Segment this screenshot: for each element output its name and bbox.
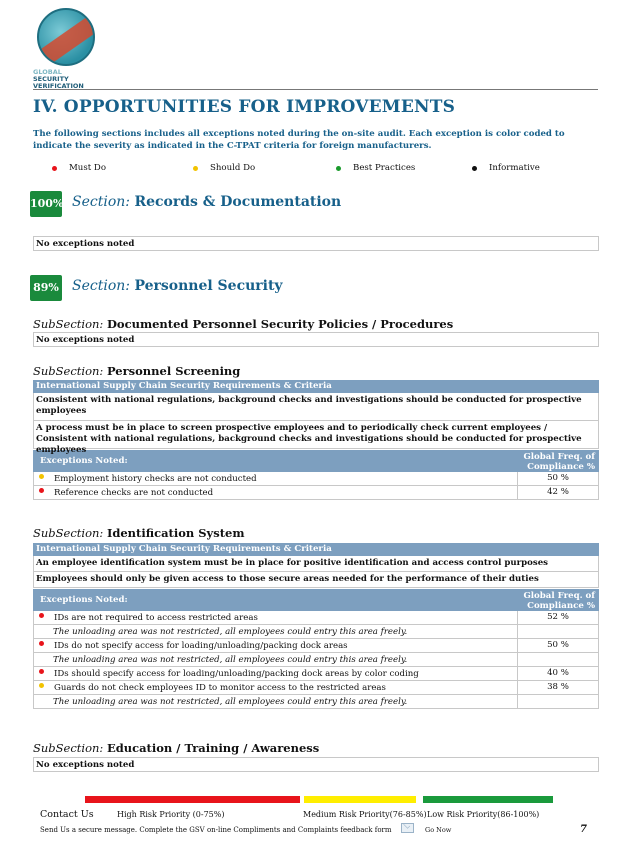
legend-item-informative bbox=[472, 163, 540, 173]
compliance-value: 42 % bbox=[547, 487, 569, 497]
legend-item-best-practices bbox=[336, 163, 415, 173]
no-exceptions-box: No exceptions noted bbox=[33, 757, 599, 772]
high-risk-bar bbox=[85, 796, 300, 803]
subsection-title bbox=[33, 317, 453, 331]
compliance-value: 40 % bbox=[547, 668, 569, 678]
no-exceptions-box: No exceptions noted bbox=[33, 332, 599, 347]
globe-logo-icon bbox=[37, 8, 95, 66]
requirement-row: A process must be in place to screen prospective employees and to periodically check current employees / Consistent with national regulations, background checks and investigations should be conducted for prospective employees bbox=[33, 421, 599, 449]
subsection-title bbox=[33, 741, 319, 755]
page-title: IV. OPPORTUNITIES FOR IMPROVEMENTS bbox=[33, 97, 456, 117]
exceptions-label: Exceptions Noted: bbox=[40, 595, 128, 605]
legend-label: Informative bbox=[489, 163, 540, 173]
subsection-prefix: SubSection: bbox=[33, 317, 104, 331]
subsection-name: Identification System bbox=[106, 526, 245, 540]
medium-risk-label: Medium Risk Priority(76-85%) bbox=[303, 810, 427, 819]
exception-text: IDs do not specify access for loading/unloading/packing dock areas bbox=[54, 640, 348, 651]
requirement-row: Consistent with national regulations, background checks and investigations should be conducted for prospective employees bbox=[33, 393, 599, 421]
red-dot-icon bbox=[39, 613, 44, 618]
section-prefix: Section: bbox=[72, 278, 130, 294]
requirement-row: Employees should only be given access to those secure areas needed for the performance of their duties bbox=[33, 572, 599, 588]
exception-row bbox=[33, 667, 599, 681]
red-dot-icon bbox=[39, 669, 44, 674]
high-risk-label: High Risk Priority (0-75%) bbox=[117, 810, 225, 819]
exception-row bbox=[33, 639, 599, 653]
low-risk-bar bbox=[423, 796, 553, 803]
risk-priority-bars bbox=[0, 796, 626, 804]
score-badge: 100% bbox=[30, 191, 62, 217]
exception-text: IDs should specify access for loading/unloading/packing dock areas by color coding bbox=[54, 668, 419, 679]
yellow-dot-icon bbox=[39, 683, 44, 688]
yellow-dot-icon bbox=[39, 474, 44, 479]
freq-label: Global Freq. of Compliance % bbox=[523, 452, 595, 472]
subsection-prefix: SubSection: bbox=[33, 741, 104, 755]
low-risk-label: Low Risk Priority(86-100%) bbox=[427, 810, 540, 819]
exception-note-row bbox=[33, 625, 599, 639]
score-badge: 89% bbox=[30, 275, 62, 301]
logo-line-2: SECURITY bbox=[33, 75, 69, 83]
legend-item-must-do bbox=[52, 163, 106, 173]
go-now-link[interactable]: Go Now bbox=[425, 826, 452, 834]
table-header: International Supply Chain Security Requirements & Criteria bbox=[33, 380, 599, 393]
subsection-title bbox=[33, 364, 240, 378]
compliance-value: 50 % bbox=[547, 473, 569, 483]
subsection-prefix: SubSection: bbox=[33, 526, 104, 540]
exception-text: Employment history checks are not conducted bbox=[54, 473, 257, 484]
exception-note: The unloading area was not restricted, all employees could entry this area freely. bbox=[34, 625, 518, 638]
exceptions-header bbox=[33, 588, 599, 611]
black-dot-icon bbox=[472, 166, 477, 171]
legend-label: Best Practices bbox=[353, 163, 416, 173]
exception-text: Reference checks are not conducted bbox=[54, 487, 214, 498]
no-exceptions-box: No exceptions noted bbox=[33, 236, 599, 251]
exceptions-header bbox=[33, 449, 599, 472]
section-title bbox=[72, 278, 283, 294]
page-number: 7 bbox=[580, 824, 587, 835]
green-dot-icon bbox=[336, 166, 341, 171]
exceptions-label: Exceptions Noted: bbox=[40, 456, 128, 466]
legend-label: Must Do bbox=[69, 163, 106, 173]
logo-line-1: GLOBAL bbox=[33, 68, 62, 76]
compliance-value: 50 % bbox=[547, 640, 569, 650]
header-divider bbox=[33, 89, 598, 90]
requirements-table bbox=[33, 543, 599, 709]
exception-note: The unloading area was not restricted, all employees could entry this area freely. bbox=[34, 695, 518, 708]
subsection-name: Documented Personnel Security Policies / Procedures bbox=[106, 317, 454, 331]
medium-risk-bar bbox=[304, 796, 416, 803]
section-title bbox=[72, 194, 341, 210]
exception-note-row bbox=[33, 695, 599, 709]
exception-text: Guards do not check employees ID to monitor access to the restricted areas bbox=[54, 682, 386, 693]
subsection-name: Education / Training / Awareness bbox=[106, 741, 320, 755]
red-dot-icon bbox=[39, 488, 44, 493]
table-header: International Supply Chain Security Requirements & Criteria bbox=[33, 543, 599, 556]
logo-line-3: VERIFICATION bbox=[33, 82, 84, 90]
red-dot-icon bbox=[39, 641, 44, 646]
exception-row bbox=[33, 611, 599, 625]
yellow-dot-icon bbox=[193, 166, 198, 171]
exception-note-row bbox=[33, 653, 599, 667]
subsection-name: Personnel Screening bbox=[106, 364, 241, 378]
requirement-row: An employee identification system must be in place for positive identification and access control purposes bbox=[33, 556, 599, 572]
legend-label: Should Do bbox=[210, 163, 256, 173]
subsection-title bbox=[33, 526, 245, 540]
subsection-prefix: SubSection: bbox=[33, 364, 104, 378]
red-dot-icon bbox=[52, 166, 57, 171]
compliance-value: 38 % bbox=[547, 682, 569, 692]
feedback-message: Send Us a secure message. Complete the GSV on-line Compliments and Complaints feedback form bbox=[40, 826, 392, 834]
intro-text: The following sections includes all exceptions noted during the on-site audit. Each exception is color coded to indicate the severity as indicated in the C-TPAT criteria for foreign manufacturers. bbox=[33, 129, 565, 151]
section-name: Records & Documentation bbox=[134, 194, 342, 210]
exception-note: The unloading area was not restricted, all employees could entry this area freely. bbox=[34, 653, 518, 666]
freq-label: Global Freq. of Compliance % bbox=[523, 591, 595, 611]
legend-item-should-do bbox=[193, 163, 255, 173]
requirements-table bbox=[33, 380, 599, 500]
exception-row bbox=[33, 681, 599, 695]
gsv-logo bbox=[33, 8, 103, 90]
exception-row bbox=[33, 486, 599, 500]
exception-text: IDs are not required to access restricted areas bbox=[54, 612, 258, 623]
contact-us-link[interactable]: Contact Us bbox=[40, 809, 94, 820]
section-prefix: Section: bbox=[72, 194, 130, 210]
exception-row bbox=[33, 472, 599, 486]
mail-icon[interactable] bbox=[401, 823, 414, 833]
compliance-value: 52 % bbox=[547, 612, 569, 622]
section-name: Personnel Security bbox=[134, 278, 283, 294]
